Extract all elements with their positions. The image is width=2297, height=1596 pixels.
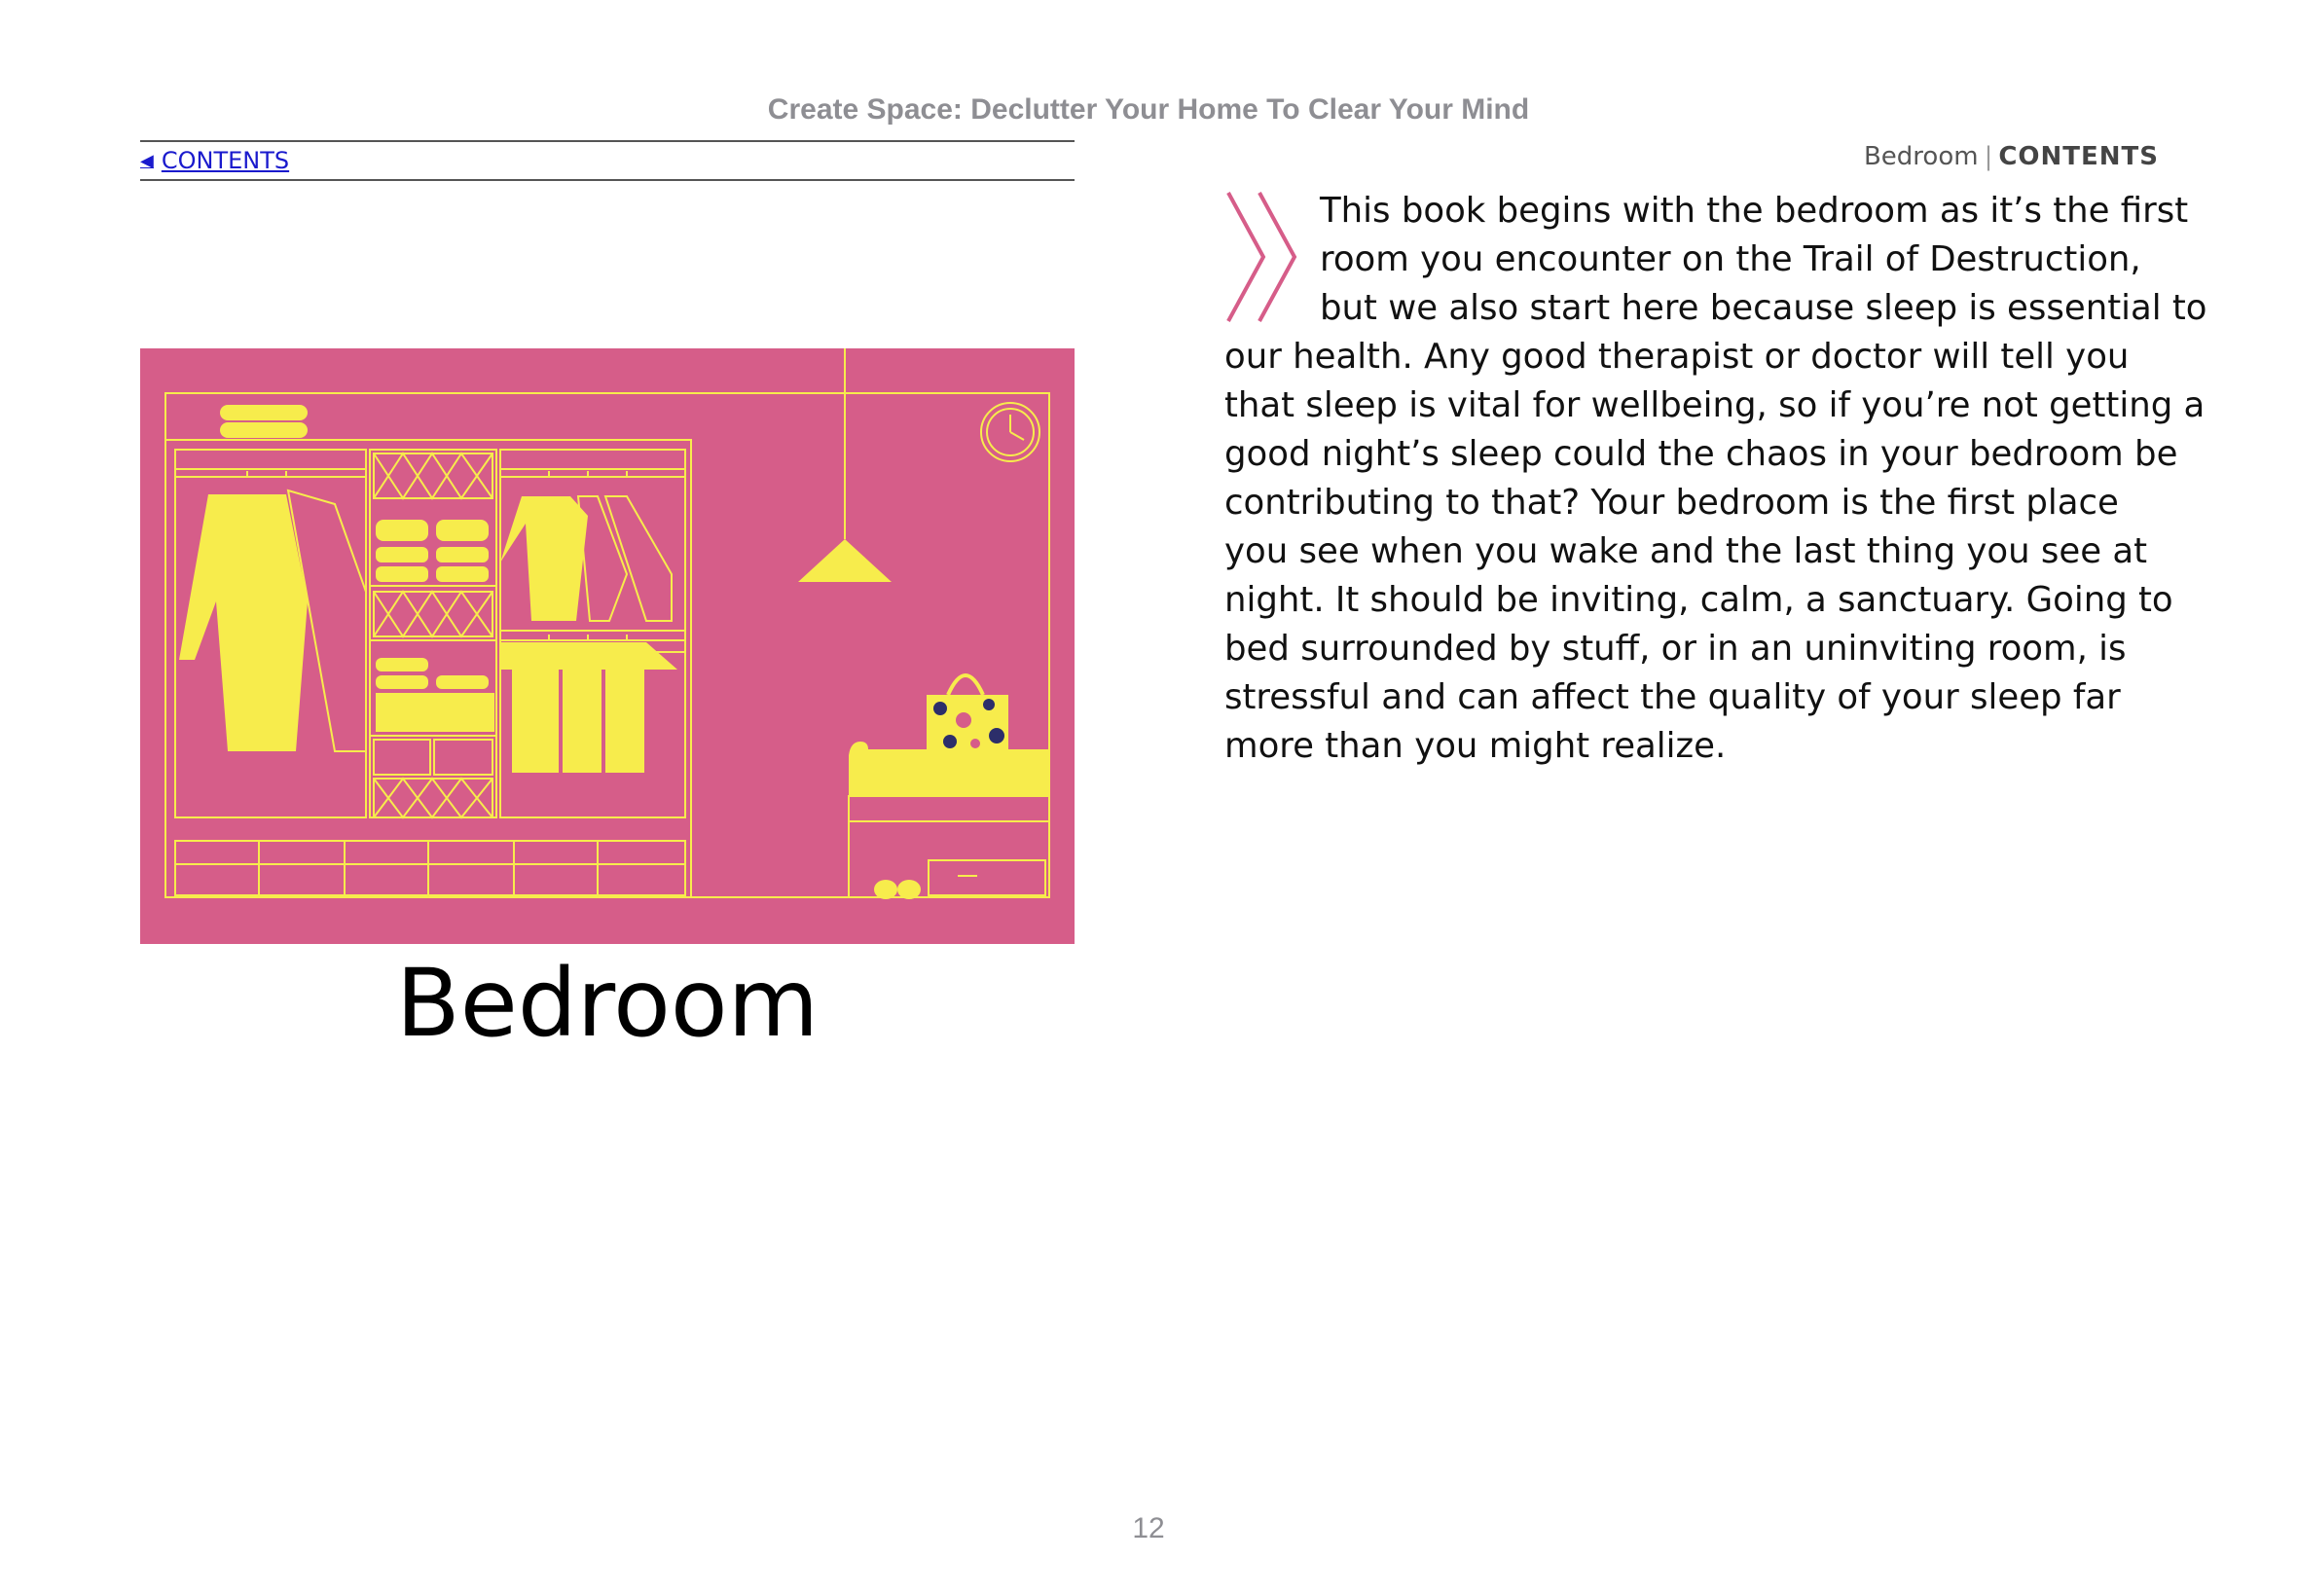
text-line: our health. Any good therapist or doctor will tell you bbox=[1224, 337, 2130, 377]
body-paragraph bbox=[1224, 187, 2207, 771]
page-number: 12 bbox=[1132, 1512, 1165, 1544]
text-line: bed surrounded by stuff, or in an uninviting room, is bbox=[1224, 629, 2127, 669]
running-head-chapter: Bedroom bbox=[1863, 142, 1979, 171]
text-line: good night’s sleep could the chaos in your bedroom be bbox=[1224, 434, 2178, 474]
right-running-head bbox=[1864, 142, 2159, 171]
text-line: but we also start here because sleep is essential to bbox=[1320, 288, 2207, 328]
text-line: room you encounter on the Trail of Destruction, bbox=[1320, 239, 2141, 279]
chapter-title: Bedroom bbox=[395, 949, 820, 1058]
text-line: contributing to that? Your bedroom is the first place bbox=[1224, 483, 2119, 523]
bedroom-wardrobe-illustration bbox=[140, 348, 1075, 944]
book-title: Create Space: Declutter Your Home To Clear Your Mind bbox=[767, 93, 1530, 126]
contents-back-link[interactable] bbox=[140, 147, 289, 174]
contents-link-label: CONTENTS bbox=[161, 147, 290, 174]
left-running-head bbox=[140, 140, 1075, 181]
back-triangle-icon: ◀ bbox=[140, 150, 154, 171]
text-line: more than you might realize. bbox=[1224, 726, 1727, 766]
text-line: you see when you wake and the last thing you see at bbox=[1224, 531, 2148, 571]
running-head-contents-link[interactable]: CONTENTS bbox=[1998, 142, 2159, 171]
text-line: that sleep is vital for wellbeing, so if you’re not getting a bbox=[1224, 385, 2206, 425]
running-head-separator: | bbox=[1984, 142, 1993, 171]
text-line: night. It should be inviting, calm, a sanctuary. Going to bbox=[1224, 580, 2173, 620]
text-line: stressful and can affect the quality of your sleep far bbox=[1224, 677, 2121, 717]
text-line: This book begins with the bedroom as it’s the first bbox=[1320, 191, 2189, 231]
